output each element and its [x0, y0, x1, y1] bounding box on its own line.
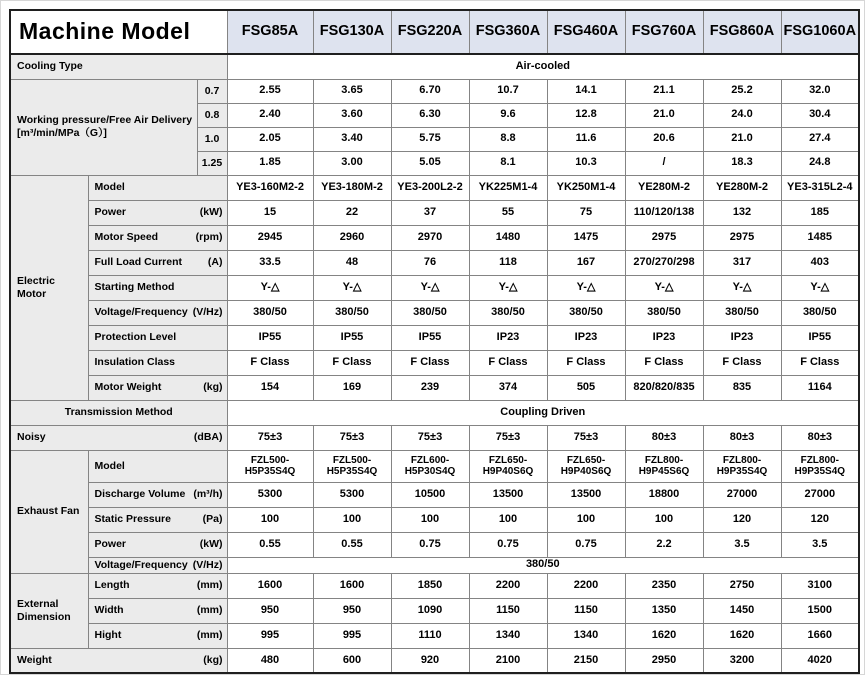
- value-cell: Y-△: [227, 275, 313, 300]
- pressure-value-label: 0.7: [197, 79, 227, 103]
- value-cell: 55: [469, 200, 547, 225]
- value-cell: 0.75: [469, 532, 547, 557]
- value-cell: 995: [313, 623, 391, 648]
- value-cell: F Class: [703, 350, 781, 375]
- value-cell: 380/50: [703, 300, 781, 325]
- table-row: [10, 450, 859, 482]
- value-cell: 403: [781, 250, 859, 275]
- spec-unit: (V/Hz): [192, 558, 223, 571]
- spec-row-label: [88, 300, 227, 325]
- model-column-header: FSG360A: [469, 10, 547, 54]
- spec-unit: (dBA): [193, 431, 223, 444]
- value-cell: 2.55: [227, 79, 313, 103]
- spec-row-label: [88, 507, 227, 532]
- value-cell: 154: [227, 375, 313, 400]
- value-cell: 0.75: [391, 532, 469, 557]
- spec-row-label: [88, 375, 227, 400]
- spec-label: Power: [94, 538, 127, 551]
- value-cell: 2970: [391, 225, 469, 250]
- value-cell: 950: [227, 598, 313, 623]
- value-cell: 80±3: [781, 425, 859, 450]
- value-cell: 2150: [547, 648, 625, 673]
- value-cell: Y-△: [313, 275, 391, 300]
- noisy-label: [10, 425, 227, 450]
- value-cell: 380/50: [227, 300, 313, 325]
- value-cell: 380/50: [547, 300, 625, 325]
- spec-unit: (mm): [196, 604, 223, 617]
- value-cell: 10.7: [469, 79, 547, 103]
- table-row: [10, 79, 859, 103]
- value-cell: 118: [469, 250, 547, 275]
- spec-row-label: [88, 532, 227, 557]
- value-cell: IP55: [391, 325, 469, 350]
- value-cell: 185: [781, 200, 859, 225]
- value-cell: 13500: [547, 482, 625, 507]
- model-column-header: FSG1060A: [781, 10, 859, 54]
- value-cell: 1340: [469, 623, 547, 648]
- fan-voltage-frequency-value: 380/50: [227, 557, 859, 573]
- table-row: [10, 557, 859, 573]
- value-cell: 2350: [625, 573, 703, 598]
- value-cell: 5.05: [391, 151, 469, 175]
- transmission-method-value: Coupling Driven: [227, 400, 859, 425]
- value-cell: 27.4: [781, 127, 859, 151]
- value-cell: 1090: [391, 598, 469, 623]
- spec-row-label: [88, 573, 227, 598]
- value-cell: 3100: [781, 573, 859, 598]
- value-cell: 100: [227, 507, 313, 532]
- spec-label: Static Pressure: [94, 513, 171, 526]
- value-cell: FZL500-H5P35S4Q: [313, 450, 391, 482]
- value-cell: 317: [703, 250, 781, 275]
- value-cell: 24.8: [781, 151, 859, 175]
- value-cell: 380/50: [391, 300, 469, 325]
- value-cell: YE3-180M-2: [313, 175, 391, 200]
- table-row: [10, 532, 859, 557]
- table-row: [10, 350, 859, 375]
- value-cell: YK225M1-4: [469, 175, 547, 200]
- value-cell: 5300: [313, 482, 391, 507]
- value-cell: 2960: [313, 225, 391, 250]
- value-cell: 18.3: [703, 151, 781, 175]
- spec-unit: (V/Hz): [192, 306, 223, 319]
- value-cell: F Class: [547, 350, 625, 375]
- value-cell: 2.05: [227, 127, 313, 151]
- spec-row-label: [88, 200, 227, 225]
- table-row: [10, 175, 859, 200]
- table-row: [10, 200, 859, 225]
- external-dimension-section-label: External Dimension: [10, 573, 88, 648]
- value-cell: 100: [313, 507, 391, 532]
- table-row: [10, 482, 859, 507]
- value-cell: FZL800-H9P45S6Q: [625, 450, 703, 482]
- value-cell: YE3-315L2-4: [781, 175, 859, 200]
- value-cell: 5300: [227, 482, 313, 507]
- value-cell: 1485: [781, 225, 859, 250]
- table-row: [10, 623, 859, 648]
- working-pressure-label: [10, 79, 197, 175]
- value-cell: FZL500-H5P35S4Q: [227, 450, 313, 482]
- value-cell: 1350: [625, 598, 703, 623]
- spec-row-label: [88, 325, 227, 350]
- value-cell: F Class: [469, 350, 547, 375]
- table-row: [10, 300, 859, 325]
- value-cell: 14.1: [547, 79, 625, 103]
- value-cell: 13500: [469, 482, 547, 507]
- table-row: [10, 573, 859, 598]
- pressure-value-label: 0.8: [197, 103, 227, 127]
- value-cell: 3.60: [313, 103, 391, 127]
- spec-row-label: [88, 225, 227, 250]
- value-cell: Y-△: [469, 275, 547, 300]
- value-cell: 80±3: [625, 425, 703, 450]
- value-cell: Y-△: [781, 275, 859, 300]
- value-cell: 75±3: [547, 425, 625, 450]
- spec-unit: (kg): [203, 653, 223, 666]
- value-cell: 835: [703, 375, 781, 400]
- model-column-header: FSG85A: [227, 10, 313, 54]
- value-cell: 100: [547, 507, 625, 532]
- value-cell: 1480: [469, 225, 547, 250]
- value-cell: 1150: [547, 598, 625, 623]
- spec-label: Noisy: [17, 431, 46, 444]
- value-cell: 1475: [547, 225, 625, 250]
- value-cell: 169: [313, 375, 391, 400]
- value-cell: 1850: [391, 573, 469, 598]
- spec-unit: (mm): [196, 579, 223, 592]
- value-cell: 270/270/298: [625, 250, 703, 275]
- value-cell: 2200: [547, 573, 625, 598]
- spec-row-label: [88, 350, 227, 375]
- value-cell: 380/50: [625, 300, 703, 325]
- cooling-type-label: [10, 54, 227, 79]
- value-cell: IP23: [547, 325, 625, 350]
- spec-label: Cooling Type: [17, 60, 83, 73]
- table-row: [10, 250, 859, 275]
- value-cell: FZL650-H9P40S6Q: [469, 450, 547, 482]
- value-cell: 0.55: [227, 532, 313, 557]
- value-cell: 120: [781, 507, 859, 532]
- value-cell: YK250M1-4: [547, 175, 625, 200]
- spec-label: Full Load Current: [94, 256, 182, 269]
- value-cell: IP55: [781, 325, 859, 350]
- spec-unit: (Pa): [202, 513, 223, 526]
- spec-label: Model: [94, 459, 125, 472]
- model-column-header: FSG220A: [391, 10, 469, 54]
- value-cell: IP55: [227, 325, 313, 350]
- value-cell: 2.40: [227, 103, 313, 127]
- value-cell: 920: [391, 648, 469, 673]
- value-cell: Y-△: [625, 275, 703, 300]
- model-column-header: FSG130A: [313, 10, 391, 54]
- value-cell: 600: [313, 648, 391, 673]
- table-row: [10, 10, 859, 54]
- spec-label: Model: [94, 181, 125, 194]
- value-cell: 100: [469, 507, 547, 532]
- value-cell: YE280M-2: [703, 175, 781, 200]
- value-cell: 2945: [227, 225, 313, 250]
- value-cell: YE3-200L2-2: [391, 175, 469, 200]
- spec-row-label: [88, 623, 227, 648]
- spec-label-line: [m³/min/MPa（G）]: [17, 127, 107, 139]
- value-cell: 32.0: [781, 79, 859, 103]
- value-cell: 1340: [547, 623, 625, 648]
- value-cell: IP23: [469, 325, 547, 350]
- value-cell: 37: [391, 200, 469, 225]
- value-cell: 11.6: [547, 127, 625, 151]
- value-cell: 18800: [625, 482, 703, 507]
- value-cell: 0.75: [547, 532, 625, 557]
- value-cell: 6.30: [391, 103, 469, 127]
- value-cell: F Class: [781, 350, 859, 375]
- value-cell: 1164: [781, 375, 859, 400]
- value-cell: 33.5: [227, 250, 313, 275]
- value-cell: 1150: [469, 598, 547, 623]
- value-cell: 12.8: [547, 103, 625, 127]
- table-row: [10, 648, 859, 673]
- spec-label: Power: [94, 206, 127, 219]
- spec-row-label: [88, 275, 227, 300]
- value-cell: 1620: [703, 623, 781, 648]
- machine-model-title: Machine Model: [10, 10, 227, 54]
- value-cell: 80±3: [703, 425, 781, 450]
- value-cell: 820/820/835: [625, 375, 703, 400]
- value-cell: 22: [313, 200, 391, 225]
- value-cell: 21.0: [625, 103, 703, 127]
- spec-label: Hight: [94, 629, 122, 642]
- value-cell: 20.6: [625, 127, 703, 151]
- spec-label: Weight: [17, 653, 52, 666]
- value-cell: IP55: [313, 325, 391, 350]
- value-cell: 0.55: [313, 532, 391, 557]
- value-cell: YE3-160M2-2: [227, 175, 313, 200]
- value-cell: 1620: [625, 623, 703, 648]
- value-cell: 2100: [469, 648, 547, 673]
- value-cell: Y-△: [547, 275, 625, 300]
- spec-unit: (mm): [196, 629, 223, 642]
- table-row: [10, 275, 859, 300]
- value-cell: YE280M-2: [625, 175, 703, 200]
- table-row: [10, 375, 859, 400]
- value-cell: Y-△: [391, 275, 469, 300]
- value-cell: 3200: [703, 648, 781, 673]
- table-row: [10, 507, 859, 532]
- cooling-type-value: Air-cooled: [227, 54, 859, 79]
- value-cell: F Class: [625, 350, 703, 375]
- value-cell: 75±3: [391, 425, 469, 450]
- model-column-header: FSG760A: [625, 10, 703, 54]
- value-cell: 75: [547, 200, 625, 225]
- spec-row-label: [88, 450, 227, 482]
- value-cell: 480: [227, 648, 313, 673]
- spec-unit: (kW): [199, 538, 223, 551]
- value-cell: FZL600-H5P30S4Q: [391, 450, 469, 482]
- value-cell: 2975: [703, 225, 781, 250]
- spec-unit: (rpm): [195, 231, 223, 244]
- spec-row-label: [88, 557, 227, 573]
- value-cell: 995: [227, 623, 313, 648]
- value-cell: 167: [547, 250, 625, 275]
- value-cell: 2975: [625, 225, 703, 250]
- value-cell: 1500: [781, 598, 859, 623]
- value-cell: 100: [391, 507, 469, 532]
- spec-table: [9, 9, 860, 674]
- value-cell: 5.75: [391, 127, 469, 151]
- value-cell: 1600: [227, 573, 313, 598]
- spec-label: Discharge Volume: [94, 488, 186, 501]
- value-cell: 2.2: [625, 532, 703, 557]
- value-cell: 21.1: [625, 79, 703, 103]
- value-cell: 75±3: [313, 425, 391, 450]
- table-row: [10, 325, 859, 350]
- value-cell: 8.8: [469, 127, 547, 151]
- value-cell: 21.0: [703, 127, 781, 151]
- value-cell: 120: [703, 507, 781, 532]
- value-cell: 3.5: [703, 532, 781, 557]
- model-column-header: FSG460A: [547, 10, 625, 54]
- value-cell: 27000: [703, 482, 781, 507]
- table-row: [10, 400, 859, 425]
- value-cell: 380/50: [313, 300, 391, 325]
- spec-label: Motor Speed: [94, 231, 159, 244]
- value-cell: 3.40: [313, 127, 391, 151]
- spec-row-label: [88, 482, 227, 507]
- value-cell: 10500: [391, 482, 469, 507]
- value-cell: 25.2: [703, 79, 781, 103]
- spec-unit: (A): [207, 256, 223, 269]
- value-cell: 27000: [781, 482, 859, 507]
- spec-label: Insulation Class: [94, 356, 176, 369]
- value-cell: 1660: [781, 623, 859, 648]
- value-cell: /: [625, 151, 703, 175]
- spec-label: Protection Level: [94, 331, 177, 344]
- value-cell: 9.6: [469, 103, 547, 127]
- spec-label: Length: [94, 579, 130, 592]
- value-cell: 3.5: [781, 532, 859, 557]
- value-cell: 2950: [625, 648, 703, 673]
- spec-row-label: [88, 250, 227, 275]
- value-cell: 100: [625, 507, 703, 532]
- spec-label: Starting Method: [94, 281, 175, 294]
- table-row: [10, 225, 859, 250]
- value-cell: 1.85: [227, 151, 313, 175]
- value-cell: 30.4: [781, 103, 859, 127]
- value-cell: 1450: [703, 598, 781, 623]
- spec-unit: (kW): [199, 206, 223, 219]
- value-cell: Y-△: [703, 275, 781, 300]
- table-row: [10, 54, 859, 79]
- table-row: [10, 598, 859, 623]
- value-cell: F Class: [227, 350, 313, 375]
- spec-label: Width: [94, 604, 124, 617]
- spec-label: Voltage/Frequency: [94, 306, 188, 319]
- pressure-value-label: 1.0: [197, 127, 227, 151]
- value-cell: FZL800-H9P35S4Q: [781, 450, 859, 482]
- spec-label-line: Working pressure/Free Air Delivery: [17, 114, 193, 127]
- spec-row-label: [88, 175, 227, 200]
- value-cell: 15: [227, 200, 313, 225]
- value-cell: 950: [313, 598, 391, 623]
- spec-row-label: [88, 598, 227, 623]
- value-cell: 6.70: [391, 79, 469, 103]
- value-cell: 374: [469, 375, 547, 400]
- value-cell: 76: [391, 250, 469, 275]
- value-cell: 8.1: [469, 151, 547, 175]
- value-cell: 3.65: [313, 79, 391, 103]
- value-cell: 2200: [469, 573, 547, 598]
- value-cell: FZL800-H9P35S4Q: [703, 450, 781, 482]
- value-cell: 1600: [313, 573, 391, 598]
- spec-unit: (m³/h): [193, 488, 223, 501]
- transmission-method-label: Transmission Method: [10, 400, 227, 425]
- spec-label: Voltage/Frequency: [94, 558, 188, 571]
- value-cell: IP23: [703, 325, 781, 350]
- electric-motor-section-label: Electric Motor: [10, 175, 88, 400]
- value-cell: IP23: [625, 325, 703, 350]
- value-cell: 3.00: [313, 151, 391, 175]
- value-cell: 4020: [781, 648, 859, 673]
- value-cell: 239: [391, 375, 469, 400]
- value-cell: F Class: [313, 350, 391, 375]
- weight-label: [10, 648, 227, 673]
- value-cell: 1110: [391, 623, 469, 648]
- value-cell: 48: [313, 250, 391, 275]
- spec-unit: (kg): [203, 381, 223, 394]
- value-cell: 380/50: [469, 300, 547, 325]
- value-cell: 75±3: [227, 425, 313, 450]
- value-cell: 110/120/138: [625, 200, 703, 225]
- value-cell: 24.0: [703, 103, 781, 127]
- model-column-header: FSG860A: [703, 10, 781, 54]
- value-cell: 10.3: [547, 151, 625, 175]
- value-cell: 132: [703, 200, 781, 225]
- value-cell: FZL650-H9P40S6Q: [547, 450, 625, 482]
- value-cell: 505: [547, 375, 625, 400]
- exhaust-fan-section-label: Exhaust Fan: [10, 450, 88, 573]
- spec-label: Motor Weight: [94, 381, 162, 394]
- value-cell: 2750: [703, 573, 781, 598]
- value-cell: F Class: [391, 350, 469, 375]
- table-row: [10, 425, 859, 450]
- pressure-value-label: 1.25: [197, 151, 227, 175]
- spec-table-body: [10, 10, 859, 673]
- value-cell: 380/50: [781, 300, 859, 325]
- value-cell: 75±3: [469, 425, 547, 450]
